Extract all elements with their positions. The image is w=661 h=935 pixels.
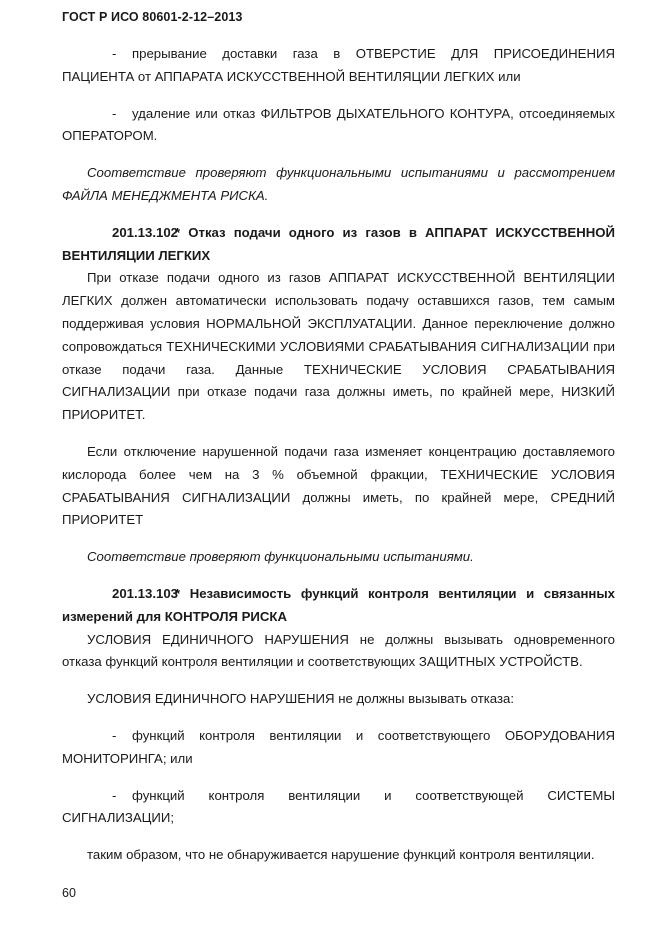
section-heading <box>62 583 615 629</box>
list-dash: - <box>112 46 117 61</box>
paragraph: УСЛОВИЯ ЕДИНИЧНОГО НАРУШЕНИЯ не должны вызывать отказа: <box>87 691 515 707</box>
list-item-monitoring <box>62 725 615 771</box>
list-dash: - <box>112 105 117 121</box>
list-dash: - <box>112 727 117 743</box>
document-header: ГОСТ Р ИСО 80601-2-12–2013 <box>62 10 243 24</box>
compliance-note: Соответствие проверяют функциональными испытаниями и рассмотрением ФАЙЛА МЕНЕДЖМЕНТА РИСКА. <box>62 165 615 203</box>
list-item-filter-removal <box>62 103 615 149</box>
section-heading <box>62 222 615 268</box>
paragraph-text: функций контроля вентиляции и соответствующего ОБОРУДОВАНИЯ МОНИТОРИНГА; или <box>62 727 615 766</box>
list-item-alarm-system <box>62 785 615 831</box>
paragraph-text: удаление или отказ ФИЛЬТРОВ ДЫХАТЕЛЬНОГО КОНТУРА, отсоединяемых ОПЕРАТОРОМ. <box>62 105 615 144</box>
section-title: * Независимость функций контроля вентиляции и связанных измерений для КОНТРОЛЯ РИСКА <box>62 585 615 624</box>
compliance-note: Соответствие проверяют функциональными испытаниями. <box>87 549 474 565</box>
paragraph: При отказе подачи одного из газов АППАРАТ ИСКУССТВЕННОЙ ВЕНТИЛЯЦИИ ЛЕГКИХ должен автоматически использовать подачу оставшихся газов, тем самым поддерживая условия НОРМАЛЬНОЙ ЭКСПЛУАТАЦИИ. Данное переключение должно сопровождаться ТЕХНИЧЕСКИМИ УСЛОВИЯМИ СРАБАТЫВАНИЯ СИГНАЛИЗАЦИИ при отказе подачи газа. Данные ТЕХНИЧЕСКИЕ УСЛОВИЯ СРАБАТЫВАНИЯ СИГНАЛИЗАЦИИ при отказе подачи газа должны иметь, по крайней мере, НИЗКИЙ ПРИОРИТЕТ. <box>62 270 615 423</box>
paragraph: таким образом, что не обнаруживается нарушение функций контроля вентиляции. <box>87 847 595 863</box>
page-body <box>62 43 615 867</box>
section-number: 201.13.102 <box>112 224 179 240</box>
paragraph: Если отключение нарушенной подачи газа изменяет концентрацию доставляемого кислорода более чем на 3 % объемной фракции, ТЕХНИЧЕСКИЕ УСЛОВИЯ СРАБАТЫВАНИЯ СИГНАЛИЗАЦИИ должны иметь, по крайней мере, СРЕДНИЙ ПРИОРИТЕТ <box>62 443 615 528</box>
page-number: 60 <box>62 886 76 900</box>
section-title: * Отказ подачи одного из газов в АППАРАТ ИСКУССТВЕННОЙ ВЕНТИЛЯЦИИ ЛЕГКИХ <box>62 224 615 263</box>
paragraph-text: прерывание доставки газа в ОТВЕРСТИЕ ДЛЯ ПРИСОЕДИНЕНИЯ ПАЦИЕНТА от АППАРАТА ИСКУССТВЕННОЙ ВЕНТИЛЯЦИИ ЛЕГКИХ или <box>62 46 615 84</box>
list-dash: - <box>112 787 117 803</box>
paragraph-text: функций контроля вентиляции и соответствующей СИСТЕМЫ СИГНАЛИЗАЦИИ; <box>62 787 615 826</box>
list-item-gas-interruption <box>62 43 615 89</box>
section-number: 201.13.103 <box>112 585 179 601</box>
paragraph: УСЛОВИЯ ЕДИНИЧНОГО НАРУШЕНИЯ не должны вызывать одновременного отказа функций контроля вентиляции и соответствующих ЗАЩИТНЫХ УСТРОЙСТВ. <box>62 631 615 670</box>
